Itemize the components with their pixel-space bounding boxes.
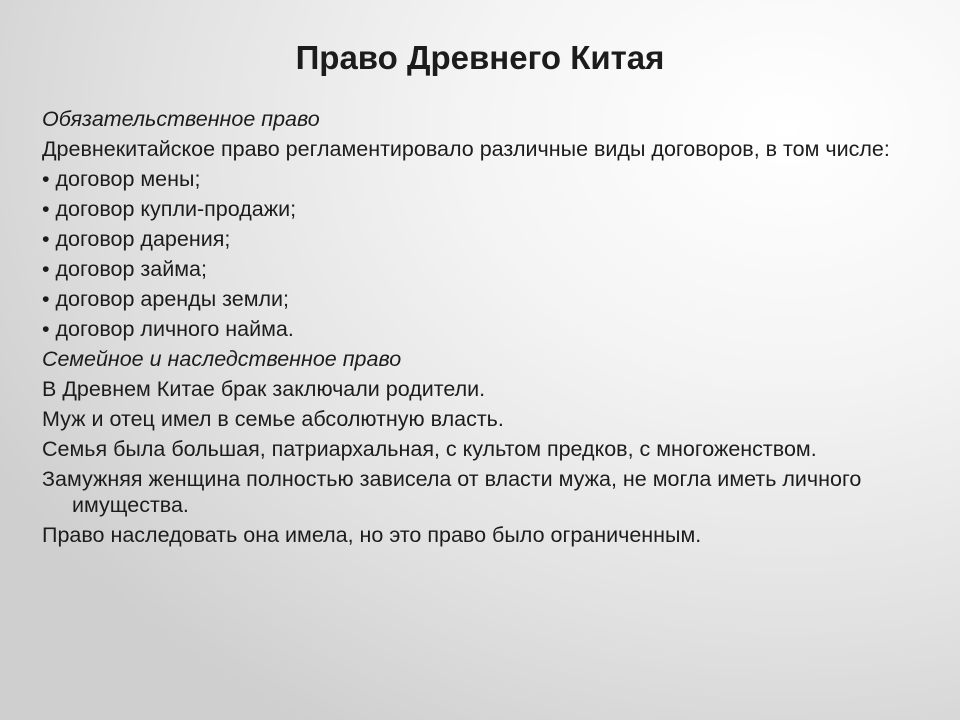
paragraph-contracts-intro: Древнекитайское право регламентировало различные виды договоров, в том числе:: [42, 137, 890, 161]
paragraph-husband-power: Муж и отец имел в семье абсолютную власть.: [42, 407, 504, 431]
section-heading-obligations: Обязательственное право: [42, 107, 320, 131]
list-item-land-lease-contract: • договор аренды земли;: [42, 287, 289, 311]
list-item-personal-hire-contract: • договор личного найма.: [42, 317, 294, 341]
slide-body: [42, 106, 942, 552]
paragraph-marriage: В Древнем Китае брак заключали родители.: [42, 377, 486, 401]
paragraph-married-woman: Замужняя женщина полностью зависела от власти мужа, не могла иметь личного имущества.: [42, 467, 862, 517]
slide-title: Право Древнего Китая: [295, 39, 665, 76]
list-item-gift-contract: • договор дарения;: [42, 227, 231, 251]
list-item-loan-contract: • договор займа;: [42, 257, 207, 281]
list-item-exchange-contract: • договор мены;: [42, 167, 201, 191]
paragraph-inheritance-right: Право наследовать она имела, но это право было ограниченным.: [42, 523, 702, 547]
list-item-sale-contract: • договор купли-продажи;: [42, 197, 297, 221]
section-heading-family-inheritance: Семейное и наследственное право: [42, 347, 402, 371]
paragraph-family-structure: Семья была большая, патриархальная, с культом предков, с многоженством.: [42, 437, 817, 461]
